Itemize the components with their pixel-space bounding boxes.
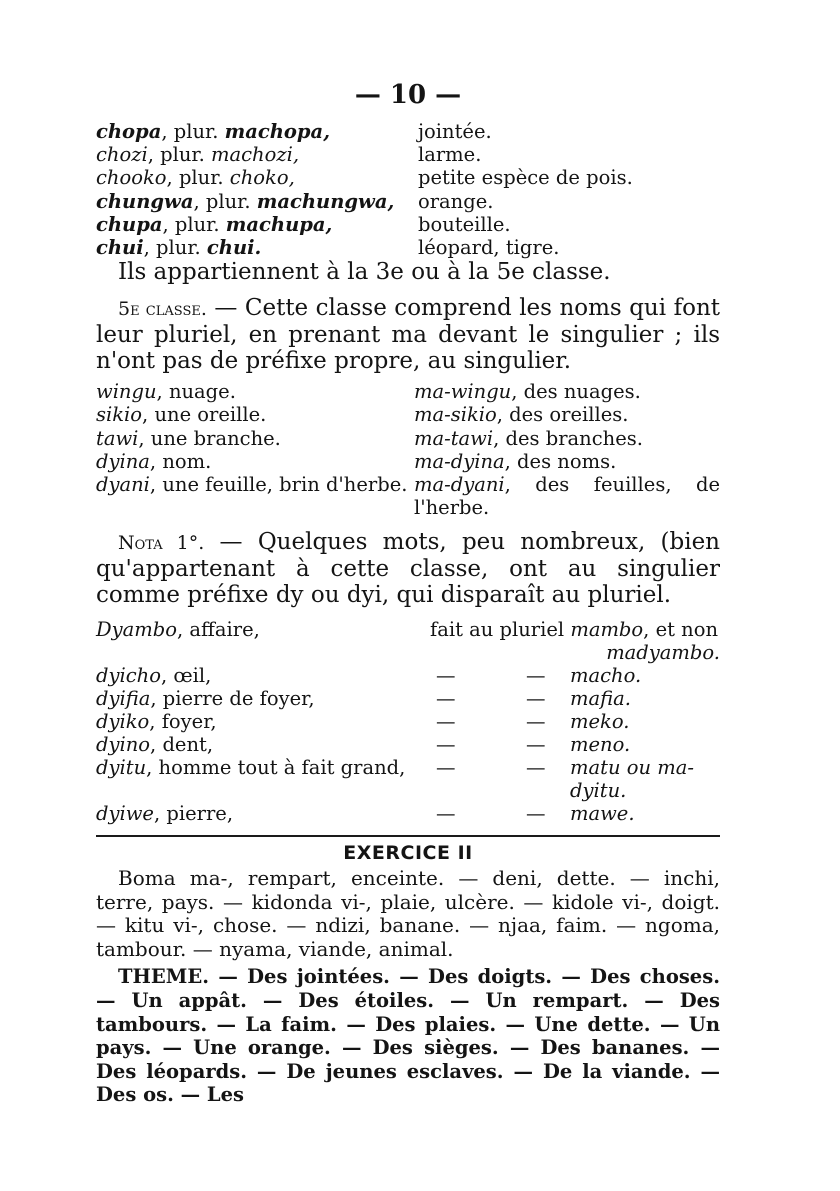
classe5-text: — Cette classe comprend les noms qui font leur pluriel, en prenant ma devant le singulier ; ils n'ont pas de préfixe propre, au singulier. — [96, 295, 721, 375]
nota-row: dyino, dent, — — meno. — [96, 733, 631, 757]
nota-row: dyiwe, pierre, — — mawe. — [96, 802, 635, 826]
swahili-word: dyino — [96, 733, 151, 757]
nota-heading: Nota 1°. — [118, 532, 205, 555]
vocab-row: chupa, plur. machupa, bouteille. — [96, 213, 720, 236]
ditto-dash: — — [526, 733, 546, 757]
plural-form: matu ou ma-dyitu. — [570, 756, 694, 803]
plural-form: ma-dyani — [414, 473, 505, 497]
french-gloss: pierre de foyer, — [162, 687, 315, 711]
french-gloss: foyer, — [161, 710, 217, 734]
french-gloss: bouteille. — [418, 212, 511, 236]
plural-form: meno. — [570, 733, 631, 757]
nota-row: Dyambo, affaire, fait au pluriel mambo, et non madyambo. — [96, 618, 720, 665]
classe5-paragraph — [96, 295, 720, 374]
french-gloss: homme tout à fait grand, — [158, 756, 406, 780]
french-gloss: jointée. — [418, 120, 492, 143]
swahili-word: tawi — [96, 426, 139, 450]
french-gloss: léopard, tigre. — [418, 236, 560, 260]
ditto-dash: — — [436, 733, 456, 757]
swahili-word: sikio — [96, 403, 143, 427]
swahili-word: Dyambo — [96, 618, 177, 642]
french-gloss: nom. — [162, 449, 212, 473]
book-page — [96, 78, 720, 1107]
ditto-dash: — — [526, 664, 546, 688]
plural-form: ma-tawi — [414, 426, 494, 450]
theme-text: — Des jointées. — Des doigts. — Des choses. — Un appât. — Des étoiles. — Un rempart. — Des tambours. — La faim. — Des plaies. — Une dette. — Un pays. — Une orange. — Des sièges. — Des bananes. — Des léopards. — De jeunes esclaves. — De la viande. — Des os. — Les — [96, 965, 720, 1107]
vocab-row: wingu, nuage. ma-wingu, des nuages. — [96, 380, 641, 404]
ditto-dash: — — [436, 802, 456, 826]
french-gloss: affaire, — [189, 618, 260, 642]
french-gloss: dent, — [162, 733, 214, 757]
vocab-row: dyani, une feuille, brin d'herbe. ma-dyani, des feuilles, de l'herbe. — [96, 473, 720, 520]
vocab-row: chui, plur. chui. léopard, tigre. — [96, 236, 720, 259]
swahili-word: dyicho — [96, 664, 161, 688]
alternate-form: madyambo. — [606, 641, 720, 665]
french-gloss: larme. — [418, 143, 482, 167]
vocab-row: chozi, plur. machozi, larme. — [96, 143, 720, 166]
classe5-heading: 5e classe. — [118, 298, 207, 321]
plural-gloss: des nuages. — [523, 380, 641, 404]
plural-form: mawe. — [570, 802, 635, 826]
theme-label: THEME. — [118, 965, 210, 989]
nota-text: — Quelques mots, peu nombreux, (bien qu'appartenant à cette classe, ont au singulier comme préfixe dy ou dyi, qui disparaît au pluriel. — [96, 529, 720, 609]
french-gloss: une feuille, brin d'herbe. — [162, 473, 408, 497]
swahili-word: dyifia — [96, 687, 151, 711]
french-gloss: nuage. — [168, 380, 236, 404]
plural-form: machupa, — [225, 212, 333, 236]
swahili-word: dyani — [96, 473, 150, 497]
plural-form: machungwa, — [256, 189, 395, 213]
french-gloss: une branche. — [150, 426, 281, 450]
class-note: Ils appartiennent à la 3e ou à la 5e classe. — [118, 259, 611, 286]
plural-gloss: des feuilles, de l'herbe. — [414, 473, 720, 520]
french-gloss: orange. — [418, 189, 494, 213]
french-gloss: œil, — [173, 664, 212, 688]
plural-gloss: des oreilles. — [509, 403, 629, 427]
exercise-vocabulary: Boma ma-, rempart, enceinte. — deni, dette. — inchi, terre, pays. — kidonda vi-, plaie, ulcère. — kidole vi-, doigt. — kitu vi-, chose. — ndizi, banane. — njaa, faim. — ngoma, tambour. — nyama, viande, animal. — [96, 866, 720, 961]
swahili-word: chupa — [96, 212, 163, 236]
plural-form: macho. — [570, 664, 642, 688]
exercise-title: EXERCICE II — [343, 842, 473, 865]
vocab-row: tawi, une branche. ma-tawi, des branches. — [96, 426, 643, 450]
vocab-row: chopa, plur. machopa, jointée. — [96, 120, 720, 143]
plural-form: mafia. — [570, 687, 631, 711]
nota-row: dyitu, homme tout à fait grand, — — matu ou ma-dyitu. — [96, 756, 694, 803]
ditto-dash: — — [436, 710, 456, 734]
nota-row: dyicho, œil, — — macho. — [96, 664, 642, 688]
nota-row: dyifia, pierre de foyer, — — mafia. — [96, 687, 631, 711]
nota-list — [96, 618, 720, 825]
swahili-word: chui — [96, 236, 144, 260]
plural-form: ma-dyina — [414, 449, 505, 473]
vocab-row: chungwa, plur. machungwa, orange. — [96, 190, 720, 213]
french-gloss: une oreille. — [154, 403, 267, 427]
exercise-theme — [96, 965, 720, 1107]
ditto-dash: — — [436, 664, 456, 688]
ditto-dash: — — [436, 687, 456, 711]
swahili-word: dyiko — [96, 710, 150, 734]
french-gloss: petite espèce de pois. — [418, 166, 633, 190]
nota-row: dyiko, foyer, — — meko. — [96, 710, 630, 734]
vocab-list-1 — [96, 120, 720, 259]
nota-paragraph — [96, 529, 720, 608]
swahili-word: dyitu — [96, 756, 147, 780]
vocab-row: dyina, nom. ma-dyina, des noms. — [96, 449, 617, 473]
plural-form: machopa, — [224, 120, 330, 143]
plural-form: ma-wingu — [414, 380, 512, 404]
plural-form: ma-sikio — [414, 403, 497, 427]
swahili-word: chozi — [96, 143, 148, 167]
swahili-word: dyina — [96, 449, 150, 473]
plural-note: fait au pluriel — [430, 618, 565, 642]
swahili-word: dyiwe — [96, 802, 154, 826]
page-number: — 10 — — [354, 80, 462, 110]
ditto-dash: — — [436, 756, 456, 780]
ditto-dash: — — [526, 756, 546, 780]
plural-gloss: des noms. — [517, 449, 617, 473]
swahili-word: wingu — [96, 380, 157, 404]
plural-form: meko. — [570, 710, 630, 734]
vocab-list-2 — [96, 380, 720, 519]
plural-form: mambo — [570, 618, 644, 642]
swahili-word: chooko — [96, 166, 167, 190]
vocab-row: sikio, une oreille. ma-sikio, des oreilles. — [96, 403, 629, 427]
vocab-row: chooko, plur. choko, petite espèce de pois. — [96, 166, 720, 189]
ditto-dash: — — [526, 710, 546, 734]
plural-form: chui. — [206, 236, 262, 260]
swahili-word: chopa — [96, 120, 162, 143]
ditto-dash: — — [526, 687, 546, 711]
section-divider — [96, 835, 720, 837]
french-gloss: pierre, — [166, 802, 234, 826]
plural-gloss: des branches. — [505, 426, 643, 450]
swahili-word: chungwa — [96, 189, 194, 213]
ditto-dash: — — [526, 802, 546, 826]
plural-form: choko, — [229, 166, 295, 190]
plural-form: machozi, — [211, 143, 300, 167]
